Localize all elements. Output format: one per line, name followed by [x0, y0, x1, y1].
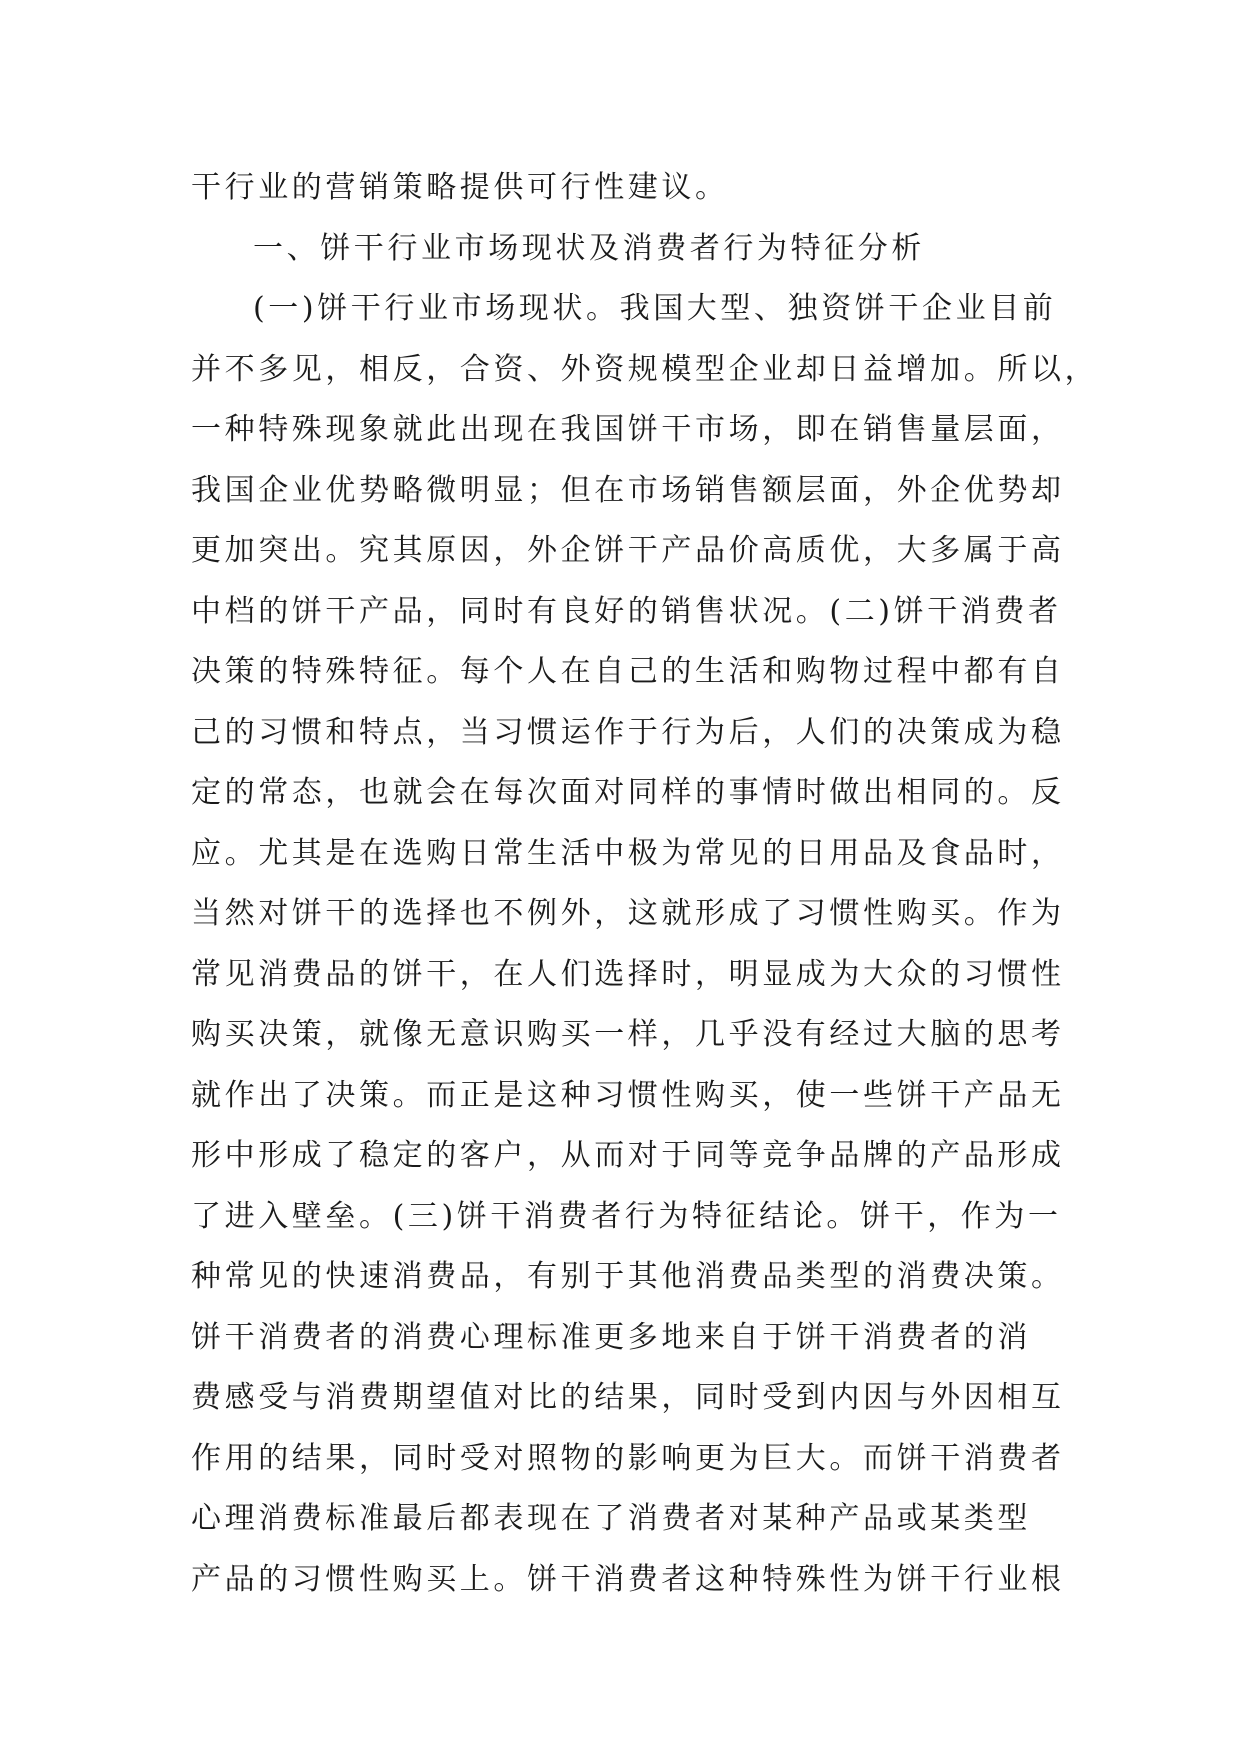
text-line: 决策的特殊特征。每个人在自己的生活和购物过程中都有自 [191, 654, 1065, 689]
text-line: 中档的饼干产品，同时有良好的销售状况。(二)饼干消费者 [191, 593, 1062, 629]
text-line: 己的习惯和特点，当习惯运作于行为后，人们的决策成为稳 [191, 714, 1065, 750]
text-line: 饼干消费者的消费心理标准更多地来自于饼干消费者的消 [191, 1319, 1031, 1355]
text-line: 费感受与消费期望值对比的结果，同时受到内因与外因相互 [191, 1380, 1065, 1415]
text-line: 我国企业优势略微明显；但在市场销售额层面，外企优势却 [191, 472, 1065, 508]
text-line: 就作出了决策。而正是这种习惯性购买，使一些饼干产品无 [191, 1077, 1065, 1113]
text-line: 心理消费标准最后都表现在了消费者对某种产品或某类型 [191, 1501, 1031, 1536]
text-line: 应。尤其是在选购日常生活中极为常见的日用品及食品时， [191, 835, 1065, 871]
text-line: 一、饼干行业市场现状及消费者行为特征分析 [253, 230, 925, 266]
text-line: 更加突出。究其原因，外企饼干产品价高质优，大多属于高 [191, 533, 1065, 568]
text-line: 定的常态，也就会在每次面对同样的事情时做出相同的。反 [191, 775, 1065, 810]
text-line: 种常见的快速消费品，有别于其他消费品类型的消费决策。 [191, 1259, 1065, 1294]
text-line: 作用的结果，同时受对照物的影响更为巨大。而饼干消费者 [191, 1440, 1065, 1476]
text-line: (一)饼干行业市场现状。我国大型、独资饼干企业目前 [253, 291, 1057, 326]
text-line: 常见消费品的饼干，在人们选择时，明显成为大众的习惯性 [191, 956, 1065, 992]
text-line: 形中形成了稳定的客户，从而对于同等竞争品牌的产品形成 [191, 1138, 1065, 1173]
text-line: 一种特殊现象就此出现在我国饼干市场，即在销售量层面， [191, 412, 1065, 447]
text-line: 购买决策，就像无意识购买一样，几乎没有经过大脑的思考 [191, 1017, 1065, 1052]
document-body [191, 158, 1099, 1610]
text-line: 了进入壁垒。(三)饼干消费者行为特征结论。饼干，作为一 [191, 1198, 1062, 1234]
text-line: 并不多见，相反，合资、外资规模型企业却日益增加。所以， [191, 351, 1099, 387]
text-line: 干行业的营销策略提供可行性建议。 [191, 170, 729, 205]
text-line: 产品的习惯性购买上。饼干消费者这种特殊性为饼干行业根 [191, 1561, 1065, 1597]
text-line: 当然对饼干的选择也不例外，这就形成了习惯性购买。作为 [191, 896, 1065, 931]
